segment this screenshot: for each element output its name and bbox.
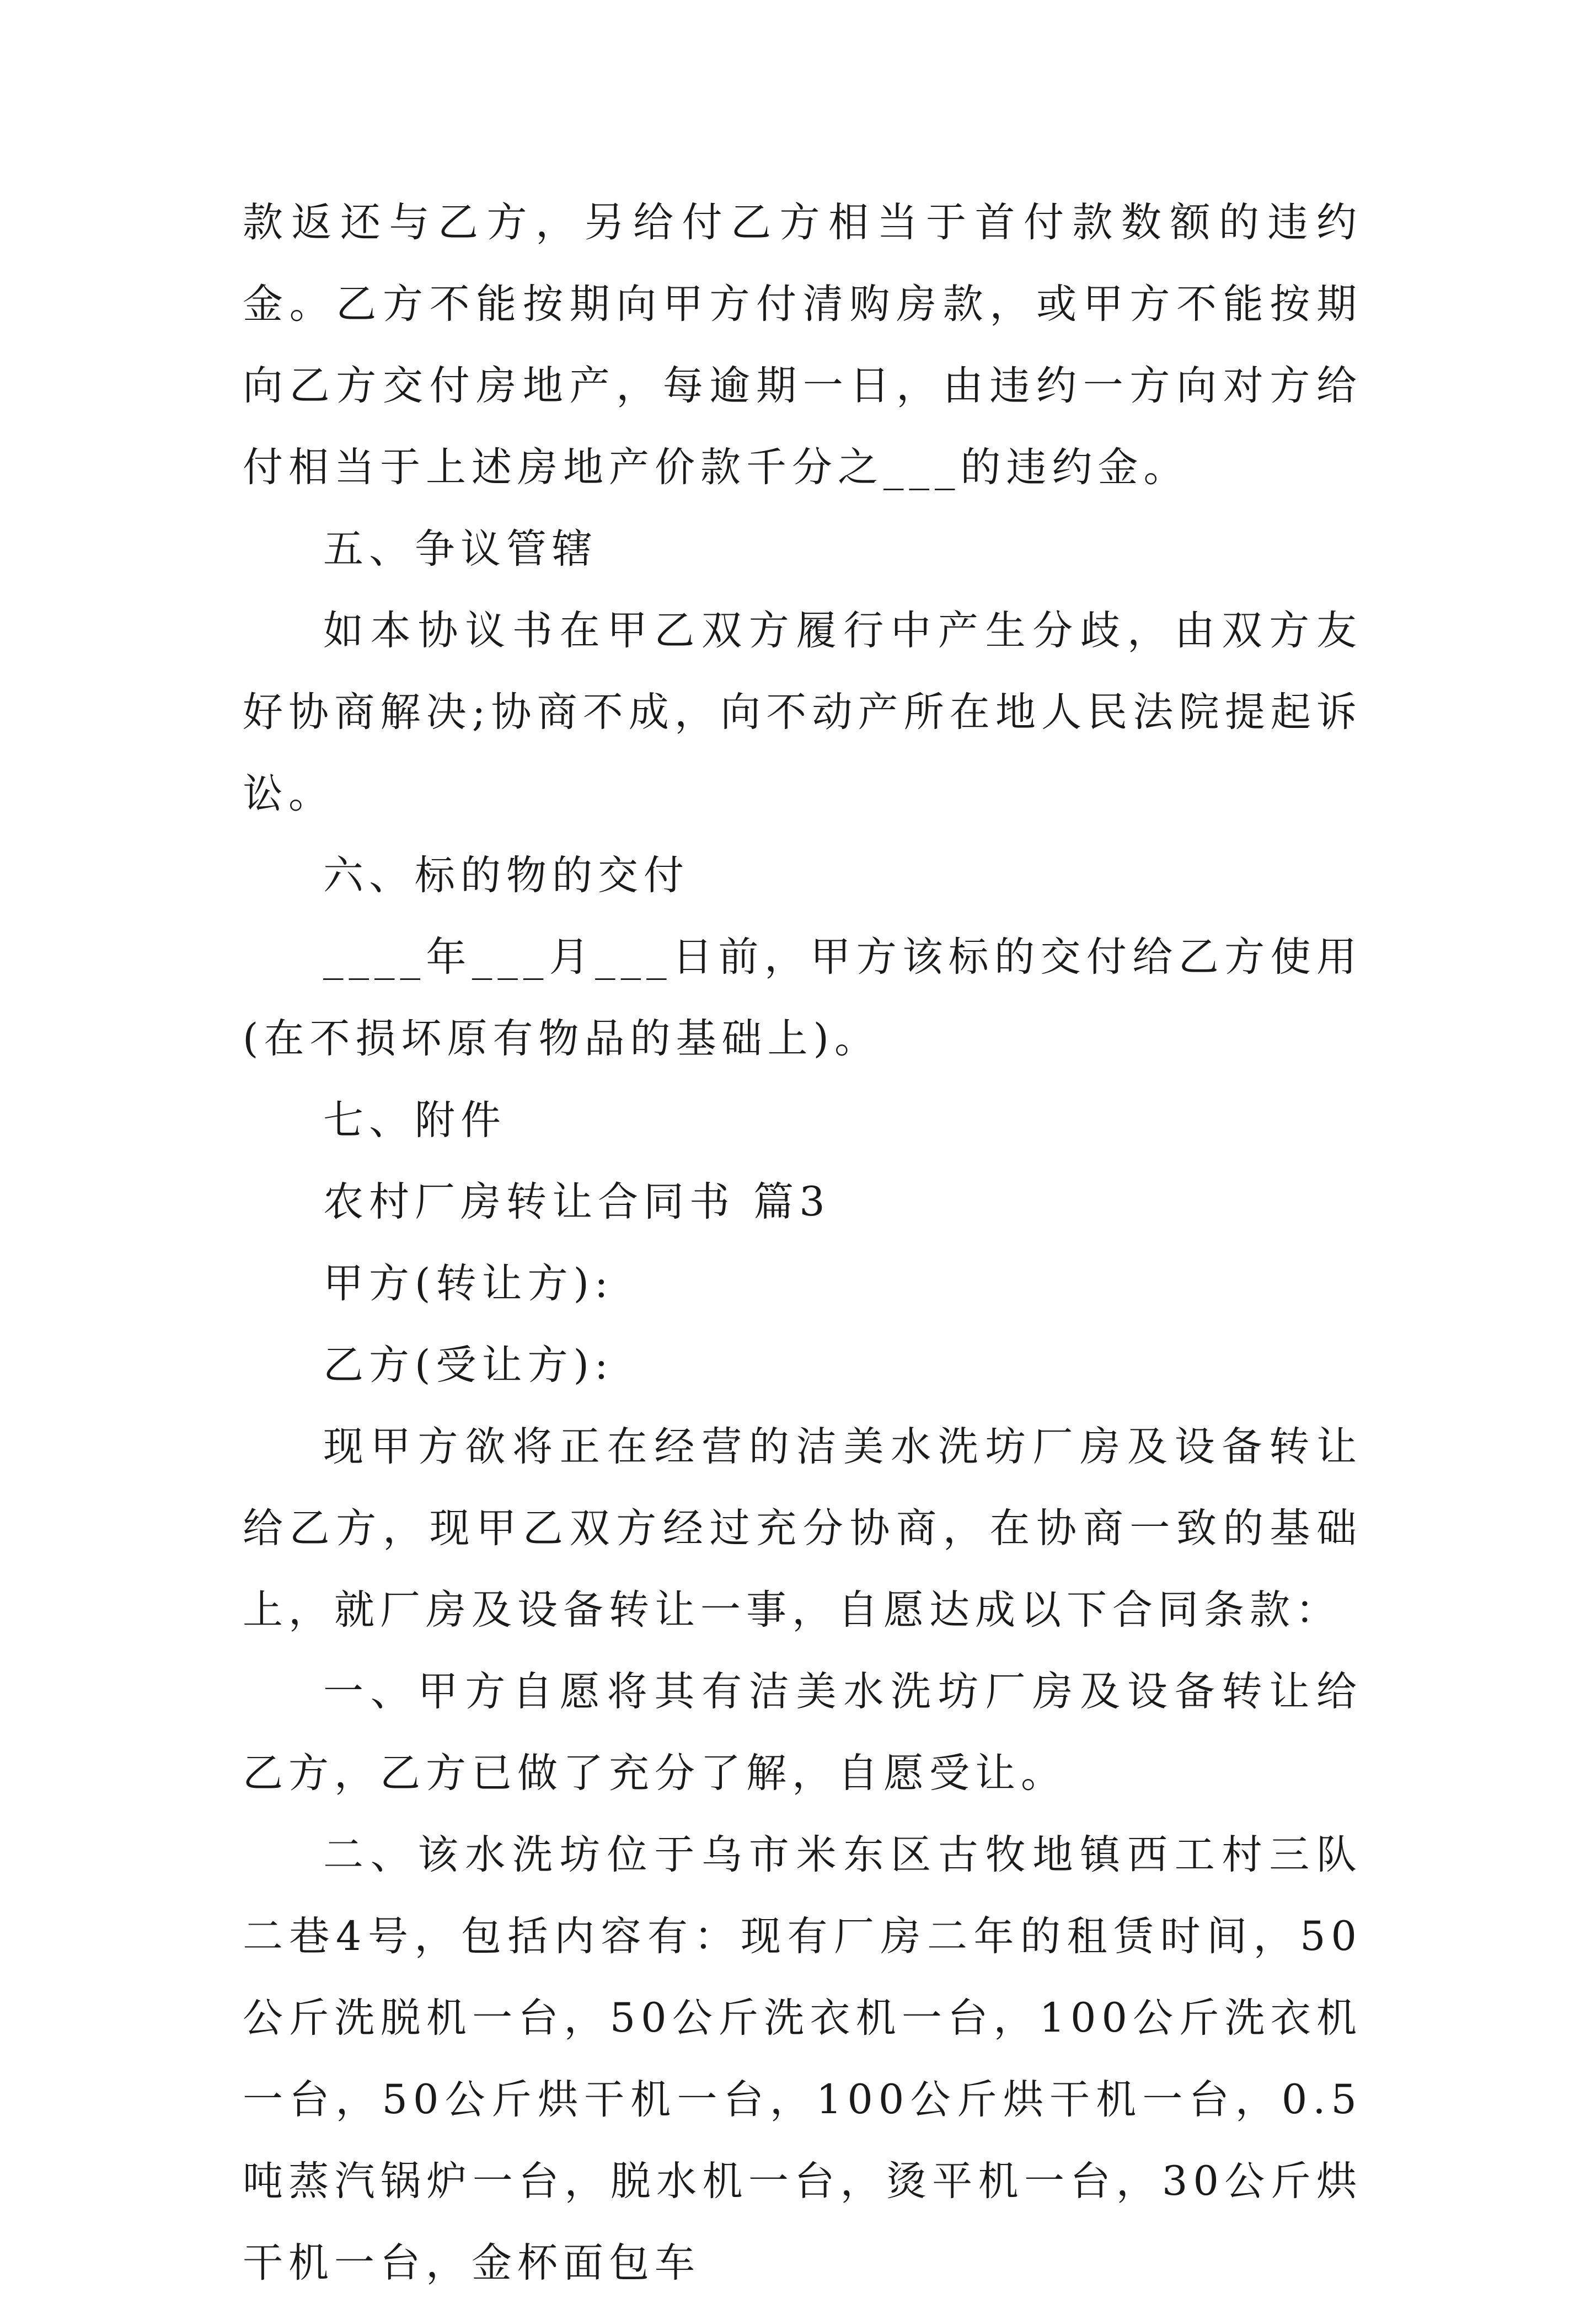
clause-two: 二、该水洗坊位于乌市米东区古牧地镇西工村三队二巷4号，包括内容有：现有厂房二年的租赁时间，50公斤洗脱机一台，50公斤洗衣机一台，100公斤洗衣机一台，50公斤烘干机一台，100公斤烘干机一台，0.5吨蒸汽锅炉一台，脱水机一台，烫平机一台，30公斤烘干机一台，金杯面包车 xyxy=(243,1831,1362,2286)
document-body xyxy=(243,182,1362,2304)
paragraph-dispute-resolution: 如本协议书在甲乙双方履行中产生分歧，由双方友好协商解决;协商不成，向不动产所在地人民法院提起诉讼。 xyxy=(243,607,1362,817)
paragraph-preamble: 现甲方欲将正在经营的洁美水洗坊厂房及设备转让给乙方，现甲乙双方经过充分协商，在协商一致的基础上，就厂房及设备转让一事，自愿达成以下合同条款： xyxy=(243,1423,1362,1633)
party-b-label: 乙方(受让方): xyxy=(323,1342,614,1389)
heading-dispute-jurisdiction: 五、争议管辖 xyxy=(323,526,598,572)
party-a-label: 甲方(转让方): xyxy=(323,1260,614,1307)
heading-attachments: 七、附件 xyxy=(323,1097,506,1144)
paragraph-delivery-date: ____年___月___日前，甲方该标的交付给乙方使用(在不损坏原有物品的基础上)。 xyxy=(243,934,1362,1062)
paragraph-penalty-clause: 款返还与乙方，另给付乙方相当于首付款数额的违约金。乙方不能按期向甲方付清购房款，或甲方不能按期向乙方交付房地产，每逾期一日，由违约一方向对方给付相当于上述房地产价款千分之___的违约金。 xyxy=(243,199,1362,491)
contract-title: 农村厂房转让合同书 篇3 xyxy=(323,1178,831,1225)
clause-one: 一、甲方自愿将其有洁美水洗坊厂房及设备转让给乙方，乙方已做了充分了解，自愿受让。 xyxy=(243,1668,1362,1797)
heading-delivery: 六、标的物的交付 xyxy=(323,852,689,899)
